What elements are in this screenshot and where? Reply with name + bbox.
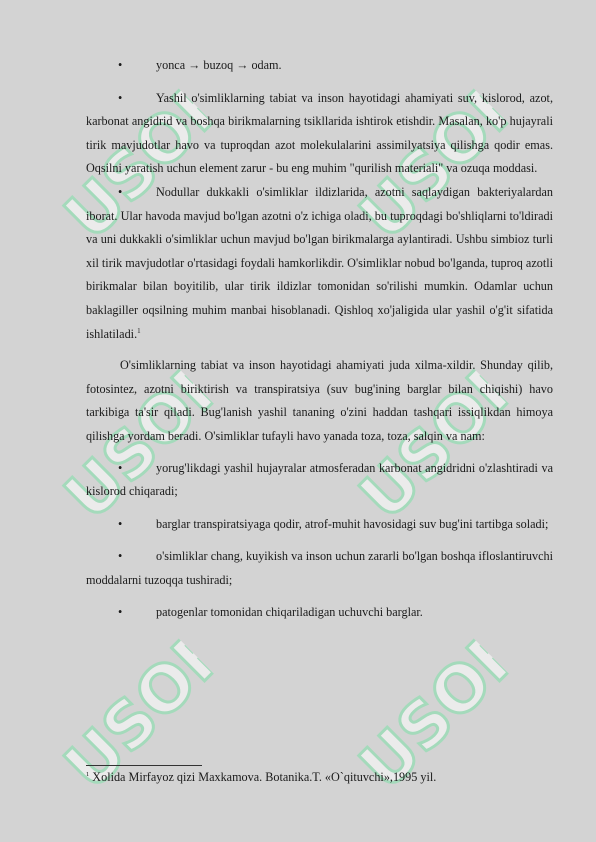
- footnote-text: Xolida Mirfayoz qizi Maxkamova. Botanika.T. «O`qituvchi»,1995 yil.: [92, 770, 437, 784]
- bullet-icon: •: [118, 460, 123, 475]
- bullet-text: Yashil o'simliklarning tabiat va inson hayotidagi ahamiyati suv, kislorod, azot, karbonat angidrid va boshqa birikmalarning tsikllarida ishtirok etishdir. Masalan, ko'p hujayrali tirik mavjudotlar havo va tuproqdan azot molekulalarini assimilyatsiya qilishga qodir emas. Oqsilni yaratish uchun element zarur - bu eng muhim "qurilish materiali" va ozuqa moddasi.: [86, 90, 553, 176]
- bullet-item: [86, 87, 553, 181]
- bullet-text: patogenlar tomonidan chiqariladigan uchuvchi barglar.: [156, 605, 423, 620]
- bullet-icon: •: [118, 90, 123, 105]
- bullet-text: yorug'likdagi yashil hujayralar atmosferadan karbonat angidridni o'zlashtiradi va kislorod chiqaradi;: [86, 460, 553, 499]
- svg-text:USOFF: USOFF: [51, 66, 234, 255]
- bullet-icon: •: [118, 58, 123, 72]
- bullet-icon: •: [118, 549, 123, 564]
- bullet-item: [86, 545, 553, 592]
- bullet-item: [86, 601, 553, 625]
- bullet-item: [86, 181, 553, 346]
- bullet-icon: •: [118, 516, 123, 531]
- footnote-reference[interactable]: 1: [137, 326, 141, 335]
- svg-text:USOFF: USOFF: [346, 346, 529, 535]
- svg-text:USOFF: USOFF: [346, 66, 529, 255]
- footnote: [86, 768, 556, 786]
- svg-text:USOFF: USOFF: [51, 616, 234, 805]
- bullet-text: Nodullar dukkakli o'simliklar ildizlarida, azotni saqlaydigan bakteriyalardan iborat. Ular havoda mavjud bo'lgan azotni o'z ichiga oladi, bu tuproqdagi bo'shliqlarni to'ldiradi va uni dukkakli o'simliklar uchun mavjud bo'lgan birikmalarga aylantiradi. Ushbu simbioz turli xil tirik mavjudotlar o'rtasidagi foydali hamkorlikdir. O'simliklar nobud bo'lganda, tuproq azotli birikmalar bilan boyitilib, ular tirik ildizlar tomonidan so'rilishi mumkin. Odamlar uchun baklagiller oqsilning muhim manbai hisoblanadi. Qishloq xo'jaligida ular yashil o'g'it sifatida ishlatiladi.: [86, 184, 553, 341]
- svg-text:USOFF: USOFF: [346, 616, 529, 805]
- footnote-mark: 1: [86, 770, 90, 778]
- svg-text:USOFF: USOFF: [51, 346, 234, 535]
- bullet-icon: •: [118, 605, 123, 620]
- bullet-item: [86, 54, 553, 78]
- footnote-separator: [86, 765, 202, 766]
- bullet-item: [86, 457, 553, 504]
- bullet-text: barglar transpiratsiyaga qodir, atrof-muhit havosidagi suv bug'ini tartibga soladi;: [156, 516, 549, 531]
- body-text: [86, 54, 553, 625]
- bullet-text: yonca → buzoq → odam.: [156, 58, 282, 72]
- bullet-icon: •: [118, 184, 123, 199]
- paragraph: O'simliklarning tabiat va inson hayotidagi ahamiyati juda xilma-xildir. Shunday qilib, fotosintez, azotni biriktirish va transpiratsiya (suv bug'ining barglar bilan chiqishi) havo tarkibiga ta'sir qiladi. Bug'lanish yashil tananing o'zini haddan tashqari issiqlikdan himoya qilishga yordam beradi. O'simliklar tufayli havo yanada toza, toza, salqin va nam:: [86, 358, 553, 443]
- bullet-item: [86, 513, 553, 537]
- bullet-text: o'simliklar chang, kuyikish va inson uchun zararli bo'lgan boshqa ifloslantiruvchi moddalarni tuzoqqa tushiradi;: [86, 549, 553, 587]
